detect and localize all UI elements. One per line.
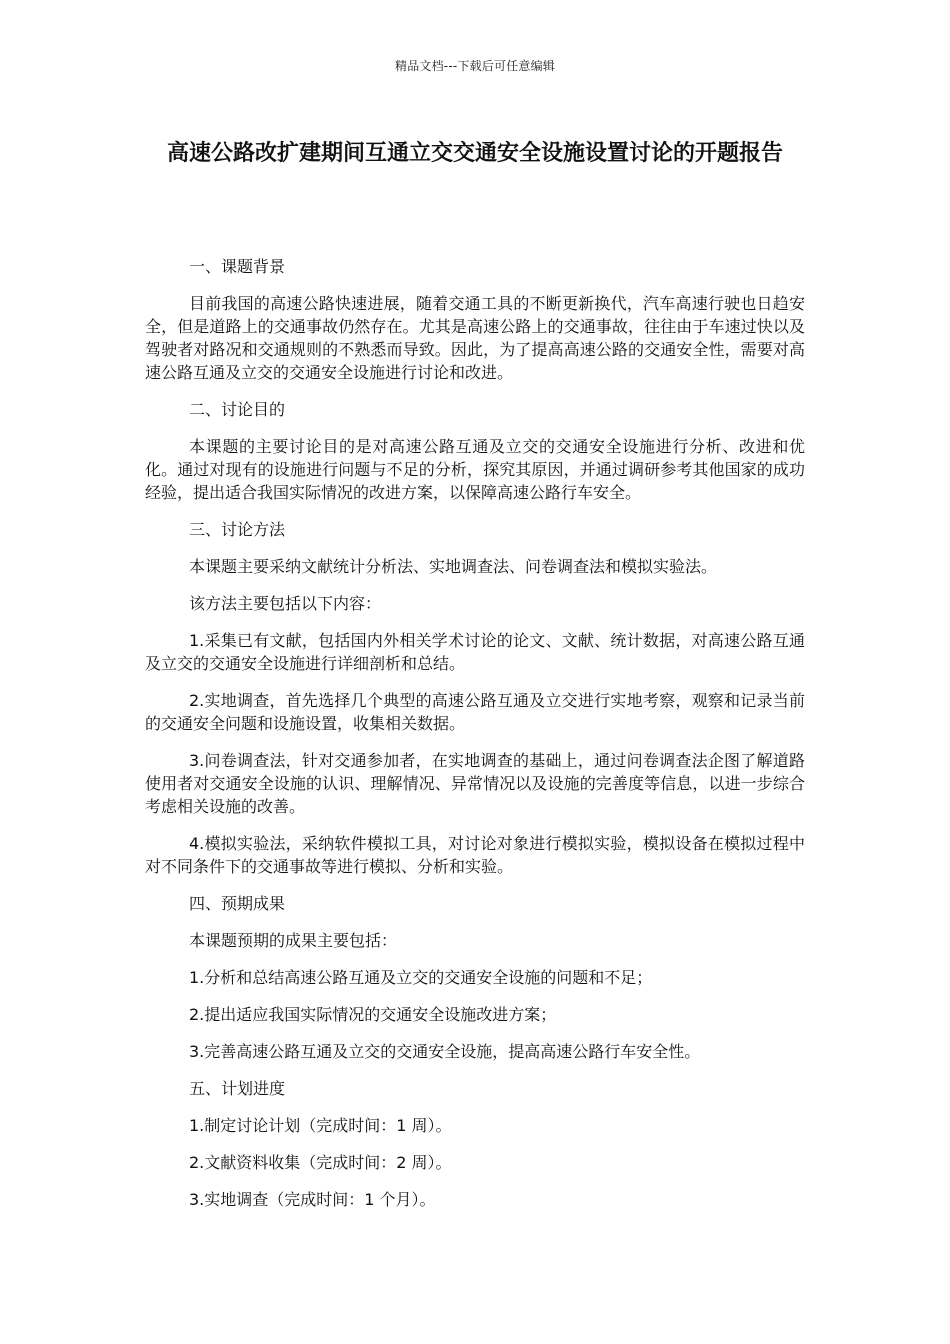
list-item: 2.实地调查，首先选择几个典型的高速公路互通及立交进行实地考察，观察和记录当前的交通安全问题和设施设置，收集相关数据。 <box>145 691 805 733</box>
list-item: 4.模拟实验法，采纳软件模拟工具，对讨论对象进行模拟实验，模拟设备在模拟过程中对不同条件下的交通事故等进行模拟、分析和实验。 <box>145 834 805 876</box>
list-item: 1.制定讨论计划（完成时间：1 周）。 <box>189 1116 452 1135</box>
document-body <box>145 255 805 1225</box>
list-item: 1.分析和总结高速公路互通及立交的交通安全设施的问题和不足； <box>189 968 653 987</box>
list-item: 2.提出适应我国实际情况的交通安全设施改进方案； <box>189 1005 557 1024</box>
section-heading-background: 一、课题背景 <box>189 257 286 276</box>
paragraph-method-lead: 该方法主要包括以下内容： <box>189 594 382 613</box>
section-heading-results: 四、预期成果 <box>189 894 286 913</box>
paragraph-method-intro: 本课题主要采纳文献统计分析法、实地调查法、问卷调查法和模拟实验法。 <box>189 557 718 576</box>
header-note: 精品文档---下载后可任意编辑 <box>395 59 555 73</box>
list-item: 1.采集已有文献，包括国内外相关学术讨论的论文、文献、统计数据，对高速公路互通及立交的交通安全设施进行详细剖析和总结。 <box>145 631 805 673</box>
document-title: 高速公路改扩建期间互通立交交通安全设施设置讨论的开题报告 <box>166 141 783 166</box>
list-item: 3.问卷调查法，针对交通参加者，在实地调查的基础上，通过问卷调查法企图了解道路使用者对交通安全设施的认识、理解情况、异常情况以及设施的完善度等信息，以进一步综合考虑相关设施的改善。 <box>145 751 805 816</box>
paragraph-background: 目前我国的高速公路快速进展，随着交通工具的不断更新换代，汽车高速行驶也日趋安全，但是道路上的交通事故仍然存在。尤其是高速公路上的交通事故，往往由于车速过快以及驾驶者对路况和交通规则的不熟悉而导致。因此，为了提高高速公路的交通安全性，需要对高速公路互通及立交的交通安全设施进行讨论和改进。 <box>145 294 805 382</box>
paragraph-purpose: 本课题的主要讨论目的是对高速公路互通及立交的交通安全设施进行分析、改进和优化。通过对现有的设施进行问题与不足的分析，探究其原因，并通过调研参考其他国家的成功经验，提出适合我国实际情况的改进方案，以保障高速公路行车安全。 <box>145 437 805 502</box>
section-heading-method: 三、讨论方法 <box>189 520 286 539</box>
list-item: 2.文献资料收集（完成时间：2 周）。 <box>189 1153 452 1172</box>
list-item: 3.完善高速公路互通及立交的交通安全设施，提高高速公路行车安全性。 <box>189 1042 701 1061</box>
paragraph-results-lead: 本课题预期的成果主要包括： <box>189 931 398 950</box>
list-item: 3.实地调查（完成时间：1 个月）。 <box>189 1190 436 1209</box>
section-heading-purpose: 二、讨论目的 <box>189 400 286 419</box>
section-heading-schedule: 五、计划进度 <box>189 1079 286 1098</box>
